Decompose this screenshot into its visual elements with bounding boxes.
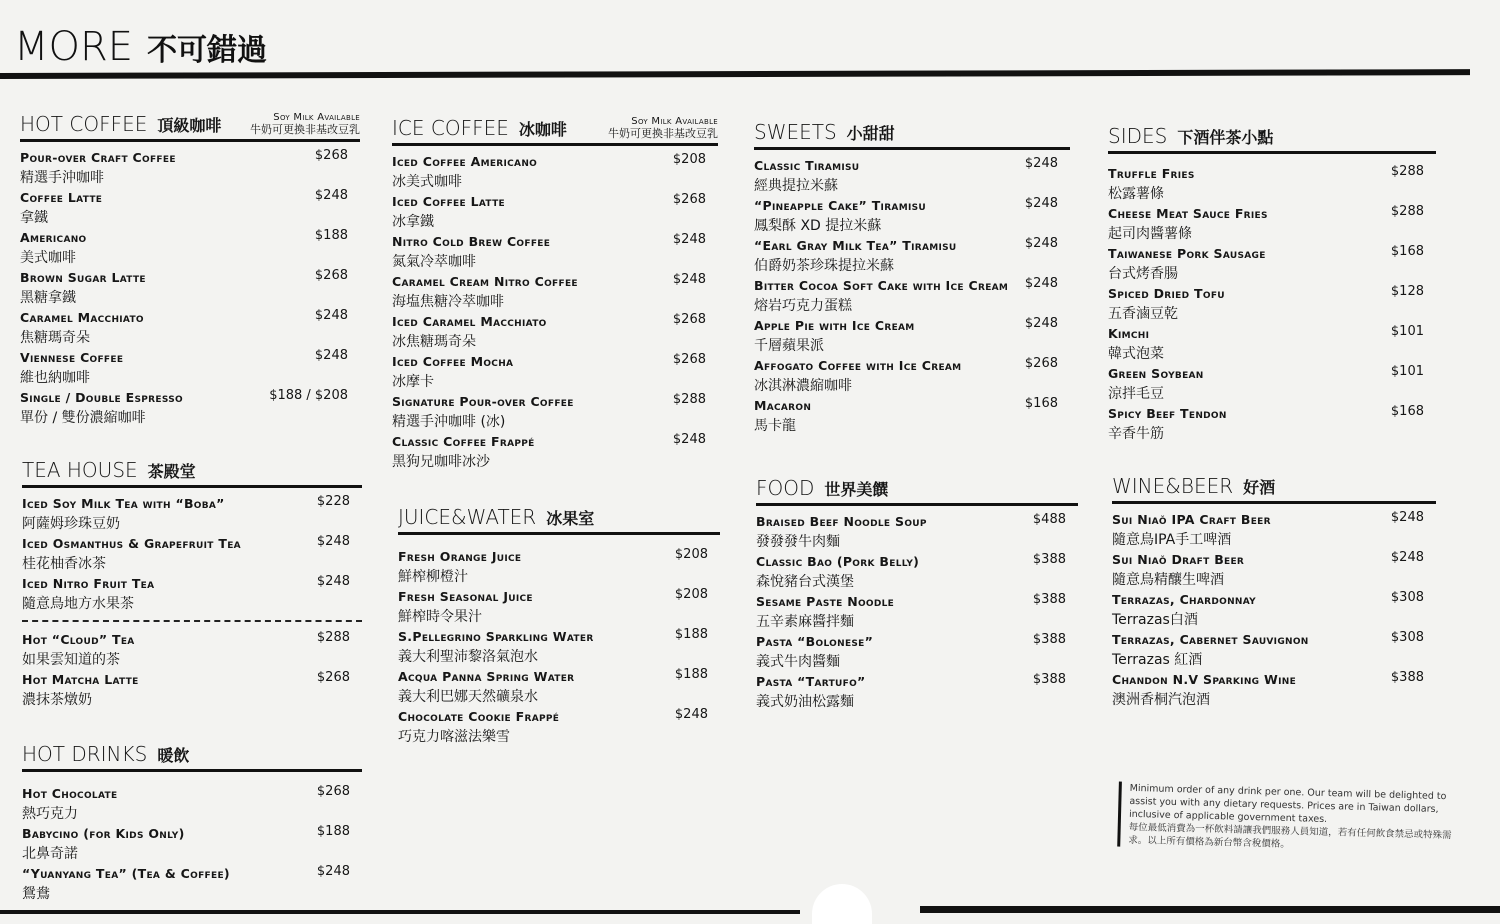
- section-title-zh: 下酒伴茶小點: [1177, 128, 1274, 147]
- menu-item-name-en: Green Soybean: [1108, 366, 1204, 381]
- section-title-zh: 茶殿堂: [147, 462, 196, 481]
- menu-item: [1108, 286, 1436, 326]
- menu-item-name-en: Fresh Seasonal Juice: [398, 589, 533, 604]
- menu-item-price: $288: [316, 630, 350, 645]
- menu-item-price: $188 / $208: [269, 388, 348, 403]
- section-title-zh: 冰咖啡: [518, 120, 567, 139]
- menu-item-name-zh: 經典提拉米蘇: [754, 178, 838, 194]
- menu-item-name-en: Apple Pie with Ice Cream: [754, 318, 915, 333]
- menu-item: [22, 496, 362, 536]
- menu-item-name-en: Hot “Cloud” Tea: [22, 632, 135, 647]
- section-header: [398, 505, 720, 535]
- menu-item-name-en: Classic Bao (Pork Belly): [756, 554, 920, 569]
- menu-item-price: $308: [1390, 590, 1424, 605]
- menu-item-name-zh: 鴛鴦: [22, 886, 50, 902]
- menu-item-price: $101: [1390, 364, 1424, 379]
- menu-item-name-zh: 涼拌毛豆: [1108, 386, 1164, 402]
- item-list: [1112, 504, 1436, 712]
- menu-item-name-en: Chandon N.V Sparking Wine: [1112, 672, 1297, 687]
- menu-item: [754, 198, 1070, 238]
- bottom-divider-right: [920, 906, 1500, 913]
- menu-item-name-zh: 義式奶油松露麵: [756, 694, 854, 710]
- menu-item-price: $128: [1390, 284, 1424, 299]
- menu-item-name-en: Iced Soy Milk Tea with “Boba”: [22, 496, 225, 511]
- menu-item-price: $388: [1032, 672, 1066, 687]
- menu-item-name-zh: 冰拿鐵: [392, 214, 434, 230]
- page-title: [14, 24, 267, 70]
- menu-item-name-en: Babycino (for Kids Only): [22, 826, 185, 841]
- menu-item-name-zh: 松露薯條: [1108, 186, 1164, 202]
- menu-item: [754, 318, 1070, 358]
- menu-item: [392, 434, 718, 474]
- menu-item-price: $248: [1390, 510, 1424, 525]
- menu-item-price: $248: [672, 272, 706, 287]
- section-title-zh: 好酒: [1243, 478, 1276, 497]
- menu-item-name-zh: 起司肉醬薯條: [1108, 226, 1192, 242]
- menu-item-price: $268: [316, 784, 350, 799]
- item-list: [756, 506, 1078, 714]
- menu-item-price: $388: [1390, 670, 1424, 685]
- menu-item-name-en: Single / Double Espresso: [20, 390, 183, 405]
- menu-item-name-zh: 辛香牛筋: [1108, 426, 1164, 442]
- menu-item: [22, 576, 362, 616]
- menu-item: [754, 398, 1070, 438]
- menu-item-price: $248: [314, 188, 348, 203]
- item-list: [20, 142, 360, 430]
- item-list: [22, 632, 362, 712]
- menu-item-name-zh: 韓式泡菜: [1108, 346, 1164, 362]
- section-header: [1108, 124, 1436, 154]
- menu-item: [1112, 672, 1436, 712]
- menu-item-name-en: Sui Niaǒ IPA Craft Beer: [1112, 512, 1271, 527]
- section-header: [392, 116, 718, 146]
- menu-item: [1112, 632, 1436, 672]
- menu-item-name-en: Affogato Coffee with Ice Cream: [754, 358, 962, 373]
- menu-item-price: $168: [1390, 404, 1424, 419]
- menu-item-name-zh: 義式牛肉醬麵: [756, 654, 840, 670]
- menu-item: [398, 629, 720, 669]
- menu-item-name-en: Iced Coffee Latte: [392, 194, 505, 209]
- menu-item-price: $188: [314, 228, 348, 243]
- menu-item-name-zh: 台式烤香腸: [1108, 266, 1178, 282]
- menu-item-name-zh: 阿薩姆珍珠豆奶: [22, 516, 120, 532]
- menu-item-name-en: Truffle Fries: [1108, 166, 1195, 181]
- menu-item: [392, 234, 718, 274]
- menu-item-price: $248: [1024, 276, 1058, 291]
- menu-item-price: $208: [674, 547, 708, 562]
- menu-item-name-zh: 熱巧克力: [22, 806, 78, 822]
- item-list: [398, 535, 720, 749]
- menu-item-name-zh: 美式咖啡: [20, 250, 76, 266]
- menu-item-name-zh: 熔岩巧克力蛋糕: [754, 298, 852, 314]
- menu-item-name-en: Classic Coffee Frappé: [392, 434, 535, 449]
- menu-item-name-en: Bitter Cocoa Soft Cake with Ice Cream: [754, 278, 1009, 293]
- menu-item-name-en: Terrazas, Chardonnay: [1112, 592, 1256, 607]
- menu-item: [22, 786, 362, 826]
- menu-item: [20, 270, 360, 310]
- menu-item: [1108, 366, 1436, 406]
- menu-item-price: $248: [314, 308, 348, 323]
- soy-milk-note: [608, 116, 718, 140]
- menu-item: [756, 514, 1078, 554]
- menu-item-name-zh: 精選手沖咖啡: [20, 170, 104, 186]
- menu-item-price: $268: [672, 192, 706, 207]
- menu-item: [22, 866, 362, 906]
- menu-item: [756, 674, 1078, 714]
- section-title-en: WINE&BEER: [1112, 474, 1234, 498]
- menu-item-name-en: Pasta “Tartufo”: [756, 674, 866, 689]
- section-title-zh: 頂級咖啡: [157, 116, 222, 135]
- menu-item: [20, 230, 360, 270]
- menu-item: [754, 358, 1070, 398]
- menu-item: [20, 150, 360, 190]
- section-header: [756, 476, 1078, 506]
- menu-item-name-en: Hot Chocolate: [22, 786, 118, 801]
- section-header: [20, 112, 360, 142]
- section-title-en: FOOD: [756, 476, 815, 500]
- menu-item-name-en: Iced Osmanthus & Grapefruit Tea: [22, 536, 241, 551]
- menu-item-name-zh: 鳳梨酥 XD 提拉米蘇: [754, 218, 882, 234]
- section-sweets: [754, 120, 1070, 438]
- menu-item-price: $388: [1032, 592, 1066, 607]
- menu-item: [20, 390, 360, 430]
- menu-item-name-en: Pour-over Craft Coffee: [20, 150, 176, 165]
- menu-item-name-en: Cheese Meat Sauce Fries: [1108, 206, 1268, 221]
- soy-milk-note-en: Soy Milk Available: [273, 112, 360, 123]
- menu-item-name-en: Braised Beef Noodle Soup: [756, 514, 927, 529]
- menu-item-name-zh: 維也納咖啡: [20, 370, 90, 386]
- menu-footnote: [1117, 782, 1460, 856]
- menu-item-name-zh: 黑糖拿鐵: [20, 290, 76, 306]
- menu-item: [20, 190, 360, 230]
- menu-item-name-zh: Terrazas白酒: [1112, 612, 1198, 628]
- menu-item-name-en: Iced Coffee Mocha: [392, 354, 514, 369]
- menu-item-price: $101: [1390, 324, 1424, 339]
- menu-item: [1108, 206, 1436, 246]
- item-list: [754, 150, 1070, 438]
- menu-item-price: $268: [672, 352, 706, 367]
- menu-item-name-zh: 海塩焦糖冷萃咖啡: [392, 294, 504, 310]
- item-list: [22, 488, 362, 616]
- menu-item-name-en: Brown Sugar Latte: [20, 270, 146, 285]
- menu-item: [398, 709, 720, 749]
- menu-item-name-en: Sesame Paste Noodle: [756, 594, 895, 609]
- section-title-zh: 冰果室: [546, 509, 595, 528]
- item-list: [392, 146, 718, 474]
- menu-item-price: $208: [672, 152, 706, 167]
- menu-item-name-zh: 五香滷豆乾: [1108, 306, 1178, 322]
- menu-item-name-zh: Terrazas 紅酒: [1112, 652, 1203, 668]
- menu-item-name-en: Iced Nitro Fruit Tea: [22, 576, 155, 591]
- menu-item: [392, 354, 718, 394]
- menu-item: [754, 158, 1070, 198]
- menu-item-name-zh: 千層蘋果派: [754, 338, 824, 354]
- menu-item-price: $268: [314, 268, 348, 283]
- bottom-divider-left: [0, 910, 800, 914]
- menu-item-name-zh: 鮮榨柳橙汁: [398, 569, 468, 585]
- menu-item: [22, 632, 362, 672]
- menu-item-price: $248: [316, 574, 350, 589]
- menu-item: [756, 634, 1078, 674]
- menu-item-price: $248: [1024, 316, 1058, 331]
- menu-item-name-en: Hot Matcha Latte: [22, 672, 139, 687]
- footnote-zh: 每位最低消費為一杯飲料請讓我們服務人員知道，若有任何飲食禁忌或特殊需求。以上所有價格為新台幣含稅價格。: [1128, 821, 1452, 851]
- menu-item-price: $228: [316, 494, 350, 509]
- menu-item: [20, 350, 360, 390]
- menu-item-name-zh: 鮮榨時令果汁: [398, 609, 482, 625]
- menu-item-name-en: Americano: [20, 230, 87, 245]
- menu-item-name-zh: 澳洲香桐汽泡酒: [1112, 692, 1210, 708]
- menu-item-name-en: Sui Niaǒ Draft Beer: [1112, 552, 1245, 567]
- menu-item-name-en: Signature Pour-over Coffee: [392, 394, 574, 409]
- menu-item-price: $248: [1024, 236, 1058, 251]
- section-title-en: HOT DRINKS: [22, 742, 148, 766]
- section-header: [754, 120, 1070, 150]
- menu-item-price: $248: [672, 432, 706, 447]
- menu-item: [392, 314, 718, 354]
- menu-item-name-en: Caramel Macchiato: [20, 310, 144, 325]
- section-hot-drinks: [22, 742, 362, 906]
- section-title-en: SWEETS: [754, 120, 837, 144]
- section-title-en: JUICE&WATER: [398, 505, 537, 529]
- menu-item: [1108, 166, 1436, 206]
- menu-item-name-en: Caramel Cream Nitro Coffee: [392, 274, 578, 289]
- soy-milk-note-zh: 牛奶可更換非基改豆乳: [250, 123, 360, 136]
- section-tea-house: [22, 458, 362, 712]
- menu-item-price: $188: [316, 824, 350, 839]
- item-list: [22, 772, 362, 906]
- menu-item-name-en: Viennese Coffee: [20, 350, 124, 365]
- section-header: [22, 458, 362, 488]
- section-ice-coffee: [392, 116, 718, 474]
- menu-item-name-zh: 義大利聖沛黎洛氣泡水: [398, 649, 538, 665]
- menu-item-price: $168: [1390, 244, 1424, 259]
- menu-item-name-zh: 精選手沖咖啡 (冰): [392, 414, 506, 430]
- menu-item-price: $248: [316, 534, 350, 549]
- menu-item-price: $488: [1032, 512, 1066, 527]
- menu-item-name-en: Classic Tiramisu: [754, 158, 860, 173]
- menu-item: [392, 274, 718, 314]
- menu-item-price: $248: [316, 864, 350, 879]
- section-title-zh: 世界美饌: [824, 480, 889, 499]
- menu-item-name-zh: 焦糖瑪奇朵: [20, 330, 90, 346]
- menu-item-name-zh: 濃抹茶燉奶: [22, 692, 92, 708]
- item-list: [1108, 154, 1436, 446]
- menu-item: [754, 238, 1070, 278]
- menu-item-price: $248: [1390, 550, 1424, 565]
- menu-item-name-zh: 北鼻奇諾: [22, 846, 78, 862]
- menu-item: [1112, 592, 1436, 632]
- menu-item-price: $388: [1032, 632, 1066, 647]
- menu-item-name-zh: 桂花柚香冰茶: [22, 556, 106, 572]
- section-title-en: HOT COFFEE: [20, 112, 148, 136]
- menu-item-name-zh: 伯爵奶茶珍珠提拉米蘇: [754, 258, 894, 274]
- menu-item: [1108, 326, 1436, 366]
- menu-item: [22, 826, 362, 866]
- section-header: [22, 742, 362, 772]
- dashed-divider: [22, 620, 362, 622]
- menu-item-name-en: Terrazas, Cabernet Sauvignon: [1112, 632, 1309, 647]
- menu-item-name-en: Macaron: [754, 398, 812, 413]
- section-food: [756, 476, 1078, 714]
- menu-item: [1112, 552, 1436, 592]
- menu-item: [1108, 406, 1436, 446]
- menu-item-name-en: Taiwanese Pork Sausage: [1108, 246, 1266, 261]
- section-title-en: TEA HOUSE: [22, 458, 138, 482]
- menu-item-price: $288: [672, 392, 706, 407]
- menu-item-name-en: Coffee Latte: [20, 190, 103, 205]
- menu-item: [1112, 512, 1436, 552]
- menu-item-price: $248: [1024, 196, 1058, 211]
- menu-item-name-en: “Pineapple Cake” Tiramisu: [754, 198, 926, 213]
- menu-item: [392, 154, 718, 194]
- menu-item-name-en: S.Pellegrino Sparkling Water: [398, 629, 594, 644]
- menu-item: [392, 394, 718, 434]
- menu-item: [398, 669, 720, 709]
- menu-item-name-en: “Earl Gray Milk Tea” Tiramisu: [754, 238, 957, 253]
- menu-item-name-zh: 隨意鳥地方水果茶: [22, 596, 134, 612]
- menu-item-name-en: Nitro Cold Brew Coffee: [392, 234, 551, 249]
- section-title-en: SIDES: [1108, 124, 1168, 148]
- menu-item-name-en: Kimchi: [1108, 326, 1150, 341]
- menu-item-price: $168: [1024, 396, 1058, 411]
- menu-item-name-zh: 冰淇淋濃縮咖啡: [754, 378, 852, 394]
- menu-item-price: $268: [314, 148, 348, 163]
- menu-item-price: $268: [1024, 356, 1058, 371]
- menu-item-name-en: Acqua Panna Spring Water: [398, 669, 575, 684]
- menu-item-name-en: Iced Caramel Macchiato: [392, 314, 547, 329]
- menu-item: [20, 310, 360, 350]
- menu-item-price: $188: [674, 627, 708, 642]
- menu-item: [392, 194, 718, 234]
- menu-item: [398, 589, 720, 629]
- menu-item-name-zh: 黑狗兄咖啡冰沙: [392, 454, 490, 470]
- menu-item: [22, 536, 362, 576]
- menu-item-price: $248: [672, 232, 706, 247]
- menu-item-name-zh: 氮氣冷萃咖啡: [392, 254, 476, 270]
- section-sides: [1108, 124, 1436, 446]
- menu-item-name-zh: 馬卡龍: [754, 418, 796, 434]
- menu-item-price: $288: [1390, 204, 1424, 219]
- menu-item-name-zh: 冰焦糖瑪奇朵: [392, 334, 476, 350]
- header-divider: [0, 69, 1470, 79]
- menu-item-name-zh: 義大利巴娜天然礦泉水: [398, 689, 538, 705]
- finger-shadow: [812, 884, 872, 924]
- menu-item-name-zh: 冰摩卡: [392, 374, 434, 390]
- page-title-en: MORE: [14, 24, 134, 70]
- menu-item-price: $388: [1032, 552, 1066, 567]
- menu-item-name-en: Iced Coffee Americano: [392, 154, 538, 169]
- menu-item-price: $188: [674, 667, 708, 682]
- section-wine-beer: [1112, 474, 1436, 712]
- menu-item: [398, 549, 720, 589]
- section-title-zh: 小甜甜: [846, 124, 895, 143]
- menu-item-price: $268: [672, 312, 706, 327]
- menu-item-price: $248: [314, 348, 348, 363]
- section-title-en: ICE COFFEE: [392, 116, 509, 140]
- menu-item-name-en: Spicy Beef Tendon: [1108, 406, 1227, 421]
- menu-item-name-zh: 森悅豬台式漢堡: [756, 574, 854, 590]
- menu-item: [22, 672, 362, 712]
- menu-item-name-zh: 發發發牛肉麵: [756, 534, 840, 550]
- section-hot-coffee: [20, 112, 360, 430]
- menu-item-price: $268: [316, 670, 350, 685]
- section-juice-water: [398, 505, 720, 749]
- menu-item: [754, 278, 1070, 318]
- menu-item: [756, 594, 1078, 634]
- menu-item-price: $208: [674, 587, 708, 602]
- menu-item-name-zh: 隨意鳥精釀生啤酒: [1112, 572, 1224, 588]
- menu-item-name-zh: 單份 / 雙份濃縮咖啡: [20, 410, 146, 426]
- menu-item-name-en: Chocolate Cookie Frappé: [398, 709, 560, 724]
- menu-item-name-zh: 冰美式咖啡: [392, 174, 462, 190]
- soy-milk-note-zh: 牛奶可更換非基改豆乳: [608, 127, 718, 140]
- menu-item-name-zh: 隨意鳥IPA手工啤酒: [1112, 532, 1232, 548]
- menu-item-name-en: Spiced Dried Tofu: [1108, 286, 1225, 301]
- menu-item-price: $248: [674, 707, 708, 722]
- menu-item-name-en: “Yuanyang Tea” (Tea & Coffee): [22, 866, 230, 881]
- page-title-zh: 不可錯過: [147, 33, 268, 68]
- menu-item-name-zh: 如果雲知道的茶: [22, 652, 120, 668]
- menu-item-name-en: Fresh Orange Juice: [398, 549, 522, 564]
- footnote-en: Minimum order of any drink per one. Our team will be delighted to assist you with any dietary requests. Prices are in Taiwan dollars, inclusive of applicable government taxes.: [1128, 782, 1447, 826]
- menu-item-name-zh: 五辛素麻醬拌麵: [756, 614, 854, 630]
- menu-item-name-en: Pasta “Bolonese”: [756, 634, 874, 649]
- menu-item-name-zh: 拿鐵: [20, 210, 48, 226]
- menu-item: [756, 554, 1078, 594]
- menu-item: [1108, 246, 1436, 286]
- section-header: [1112, 474, 1436, 504]
- menu-item-price: $308: [1390, 630, 1424, 645]
- menu-item-price: $288: [1390, 164, 1424, 179]
- menu-item-name-zh: 巧克力喀滋法樂雪: [398, 729, 510, 745]
- soy-milk-note-en: Soy Milk Available: [631, 116, 718, 127]
- section-title-zh: 暖飲: [157, 746, 190, 765]
- menu-item-price: $248: [1024, 156, 1058, 171]
- soy-milk-note: [250, 112, 360, 136]
